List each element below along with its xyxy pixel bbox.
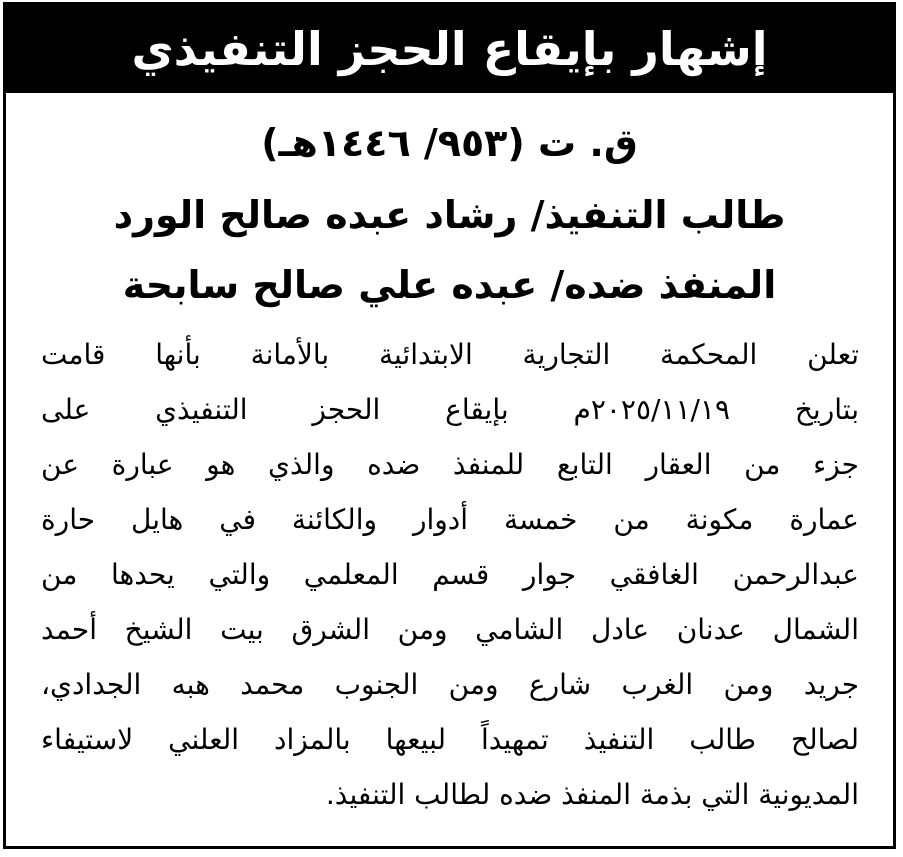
notice-frame	[3, 2, 896, 849]
body-line: عمارة مكونة من خمسة أدوار والكائنة في هايل حارة	[41, 503, 859, 536]
body-line-final: المديونية التي بذمة المنفذ ضده لطالب التنفيذ.	[325, 778, 859, 811]
notice-body	[41, 327, 859, 822]
body-line: جزء من العقار التابع للمنفذ ضده والذي هو عبارة عن	[41, 448, 859, 481]
body-line: جريد ومن الغرب شارع ومن الجنوب محمد هبه الجدادي،	[41, 668, 859, 701]
applicant-line: طالب التنفيذ/ رشاد عبده صالح الورد	[113, 193, 786, 237]
notice-title: إشهار بإيقاع الحجز التنفيذي	[131, 22, 768, 76]
respondent-line: المنفذ ضده/ عبده علي صالح سابحة	[122, 263, 777, 307]
body-line: تعلن المحكمة التجارية الابتدائية بالأمانة بأنها قامت	[41, 338, 859, 371]
body-line: بتاريخ ٢٠٢٥/١١/١٩م بإيقاع الحجز التنفيذي على	[41, 393, 860, 426]
case-reference: ق. ت (٩٥٣/ ١٤٤٦هـ)	[261, 121, 638, 165]
body-line: عبدالرحمن الغافقي جوار قسم المعلمي والتي يحدها من	[41, 558, 859, 591]
notice-title-bar	[6, 5, 893, 93]
body-line: لصالح طالب التنفيذ تمهيداً لبيعها بالمزاد العلني لاستيفاء	[41, 723, 859, 756]
body-line: الشمال عدنان عادل الشامي ومن الشرق بيت الشيخ أحمد	[41, 613, 859, 646]
